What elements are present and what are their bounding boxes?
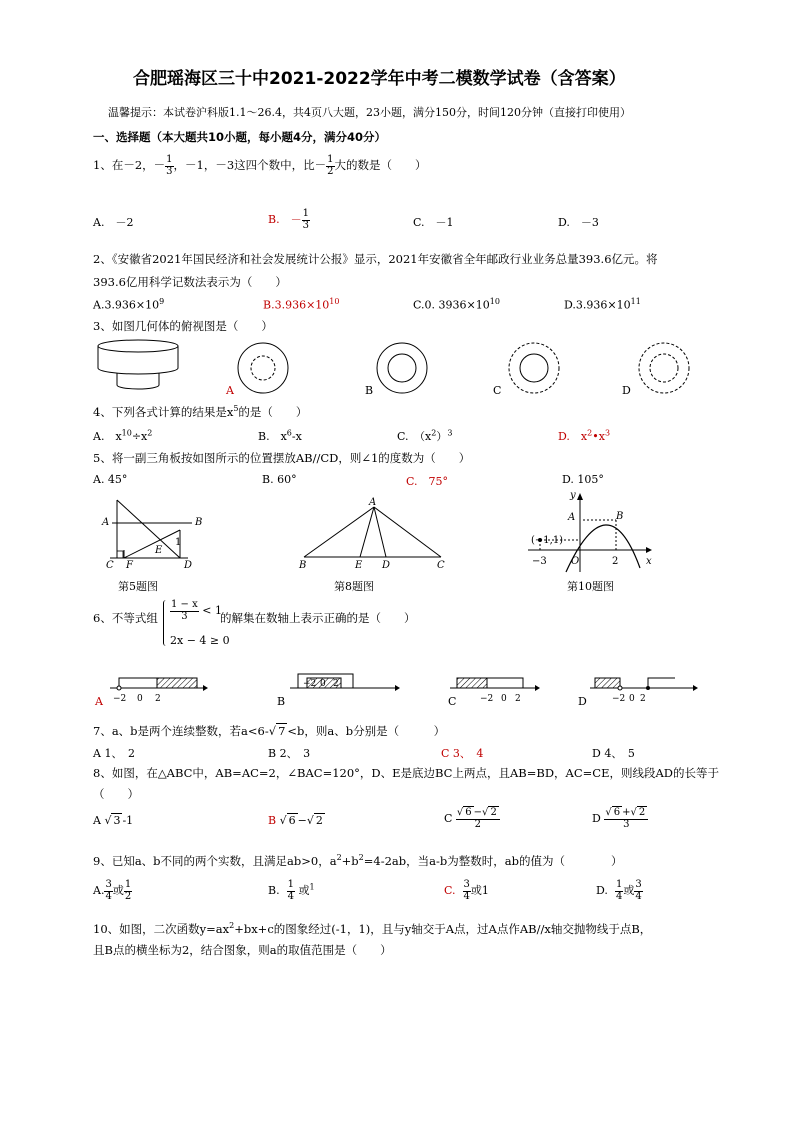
- q8-option-b: B √ 6 −√ 2: [268, 814, 323, 827]
- q8-option-a: A √ 3 -1: [93, 814, 134, 827]
- number-line-d: [590, 678, 698, 704]
- inequality-1: $\frac{1 - x}{3}$ < 1: [171, 599, 222, 622]
- q2-option-a: $A.3.936\times 10^9$: [93, 297, 165, 312]
- fig5-label-1: 1: [175, 537, 182, 548]
- q8-option-c: C $\frac{√ 6 -√ 2}{2}$: [444, 808, 500, 830]
- q1-option-d: D. －3: [558, 216, 599, 229]
- q8-option-d: D $\frac{√ 6 +√ 2}{3}$: [592, 808, 648, 830]
- q3-label-a: A: [226, 384, 234, 397]
- fig5-label-d: D: [184, 560, 193, 571]
- figure-10: [528, 490, 658, 575]
- q6-label-c: C: [448, 695, 457, 708]
- option-a-inner-circle: [251, 356, 275, 380]
- fig10-label-y: y: [570, 490, 576, 501]
- question-3: 3、如图几何体的俯视图是（ ）: [93, 319, 273, 333]
- fig5-label-b: B: [195, 517, 203, 528]
- q7-option-c: C 3、 4: [441, 747, 484, 760]
- q6-label-b: B: [277, 695, 286, 708]
- inequality-2: 2x − 4 ≥ 0: [170, 634, 230, 647]
- q5-option-d: D. 105°: [562, 473, 604, 486]
- q4-option-b: B. $x^6-x$: [258, 428, 302, 443]
- question-6-suffix: 的解集在数轴上表示正确的是（ ）: [220, 611, 416, 625]
- q3-label-d: D: [622, 384, 631, 397]
- fig10-point: (−1,1): [531, 535, 564, 546]
- fig8-label-b: B: [299, 560, 307, 571]
- svg-text:−2: −2: [303, 679, 317, 689]
- q6-label-a: A: [95, 695, 103, 708]
- svg-text:−2: −2: [612, 694, 626, 704]
- q4-option-a: A. $x^{10}\div x^2$: [93, 428, 153, 443]
- figure-8-caption: 第8题图: [334, 580, 374, 593]
- q7-option-b: B 2、 3: [268, 747, 311, 760]
- q2-option-c: C.0. $3936\times 10^{10}$: [413, 297, 500, 312]
- q3-figures: [95, 338, 695, 400]
- svg-text:2: 2: [155, 694, 161, 704]
- fig5-label-f: F: [126, 560, 133, 571]
- page-title: 合肥瑶海区三十中2021-2022学年中考二模数学试卷（含答案）: [133, 69, 626, 89]
- q5-option-a: A. 45°: [93, 473, 128, 486]
- fig5-label-e: E: [155, 545, 163, 556]
- q2-option-b: $B.3.936\times 10^{10}$: [263, 297, 340, 312]
- figure-10-caption: 第10题图: [567, 580, 614, 593]
- fig8-label-e: E: [355, 560, 363, 571]
- figure-5-caption: 第5题图: [118, 580, 158, 593]
- svg-text:0: 0: [629, 694, 635, 704]
- q1-option-a: A. －2: [93, 216, 134, 229]
- option-c-inner-circle: [520, 354, 548, 382]
- svg-text:0: 0: [320, 679, 326, 689]
- q4-option-d: D. $x^2•x^3$: [558, 428, 611, 443]
- question-7: 7、a、b是两个连续整数，若a<6-√ 7 <b，则a、b分别是（ ）: [93, 724, 446, 738]
- question-5: 5、将一副三角板按如图所示的位置摆放AB//CD，则∠1的度数为（ ）: [93, 451, 471, 465]
- q2-option-d: $D.3.936\times 10^{11}$: [564, 297, 641, 312]
- option-a-outer-circle: [238, 343, 288, 393]
- number-line-b: [290, 674, 400, 691]
- q9-option-c: C. $\frac{3}{4}$ 或1: [444, 879, 489, 902]
- q5-option-b: B. 60°: [262, 473, 297, 486]
- question-2-line1: 2、《安徽省2021年国民经济和社会发展统计公报》显示，2021年安徽省全年邮政行业业务总量393.6亿元。将: [93, 252, 658, 266]
- option-c-outer-circle: [509, 343, 559, 393]
- question-8-line1: 8、如图，在△ABC中，AB=AC=2，∠BAC=120°，D、E是底边BC上两点，且AB=BD，AC=CE，则线段AD的长等于: [93, 766, 719, 780]
- question-8-line2: （ ）: [93, 787, 139, 801]
- fig10-label-m3: −3: [532, 556, 547, 567]
- q5-option-c: C. 75°: [406, 475, 449, 488]
- q9-option-a: A. $\frac{3}{4}$ 或 $\frac{1}{2}$: [93, 879, 132, 902]
- q1-option-b: B. － $\frac{1}{3}$: [268, 208, 309, 231]
- figure-5: [100, 495, 210, 575]
- fig10-label-x: x: [646, 556, 652, 567]
- svg-text:2: 2: [515, 694, 521, 704]
- q7-option-d: D 4、 5: [592, 747, 635, 760]
- q7-option-a: A 1、 2: [93, 747, 135, 760]
- question-1: 1、在－2，－ $\frac{1}{3}$ ，－1，－3这四个数中，比－ $\frac{1}{2}$ 大的数是（ ）: [93, 154, 427, 177]
- q6-label-d: D: [578, 695, 587, 708]
- fig10-label-a: A: [568, 512, 576, 523]
- q6-number-lines: [95, 668, 715, 708]
- cylinder-solid: [98, 340, 178, 389]
- section-heading: 一、选择题（本大题共10小题，每小题4分，满分40分）: [93, 130, 387, 144]
- fig5-label-c: C: [106, 560, 114, 571]
- svg-text:2: 2: [640, 694, 646, 704]
- svg-text:2: 2: [333, 679, 339, 689]
- figure-8: [296, 495, 456, 575]
- q4-option-c: C. $(x^2)^3$: [397, 428, 453, 443]
- svg-text:0: 0: [501, 694, 507, 704]
- fig8-label-c: C: [437, 560, 445, 571]
- option-d-outer-circle: [639, 343, 689, 393]
- svg-text:0: 0: [137, 694, 143, 704]
- question-6-prefix: 6、不等式组: [93, 611, 158, 625]
- question-10-line2: 且B点的横坐标为2，结合图象，则a的取值范围是（ ）: [93, 943, 392, 957]
- system-brace: [163, 600, 166, 646]
- notice: 温馨提示：本试卷沪科版1.1～26.4，共4页八大题，23小题，满分150分，时间120分钟（直接打印使用）: [108, 106, 631, 119]
- q1-option-c: C. －1: [413, 216, 454, 229]
- svg-text:−2: −2: [113, 694, 127, 704]
- option-b-outer-circle: [377, 343, 427, 393]
- q9-option-d: D. $\frac{1}{4}$ 或 $\frac{3}{4}$: [596, 879, 642, 902]
- fig5-label-a: A: [102, 517, 110, 528]
- question-2-line2: 393.6亿用科学记数法表示为（ ）: [93, 275, 287, 289]
- number-line-c: [450, 678, 540, 704]
- number-line-a: [110, 678, 208, 704]
- fig10-label-b: B: [616, 511, 624, 522]
- option-d-inner-circle: [650, 354, 678, 382]
- fig10-label-o: O: [571, 556, 580, 567]
- q3-label-c: C: [493, 384, 502, 397]
- svg-text:−2: −2: [480, 694, 494, 704]
- fig10-label-2: 2: [612, 556, 619, 567]
- question-10-line1: 10、如图，二次函数$y=ax^2+bx+c$的图象经过(-1，1)，且与y轴交于A点，过A点作AB//x轴交抛物线于点B，: [93, 921, 652, 936]
- q3-label-b: B: [365, 384, 374, 397]
- question-9: 9、已知a、b不同的两个实数，且满足ab>0，$a^2+b^2=4-2ab$，当a-b为整数时，ab的值为（ ）: [93, 853, 623, 868]
- q9-option-b: B. $\frac{1}{4}$ 或$^1$: [268, 879, 315, 902]
- fig8-label-a: A: [369, 497, 377, 508]
- option-b-inner-circle: [388, 354, 416, 382]
- question-4: 4、下列各式计算的结果是$x^5$的是（ ）: [93, 404, 308, 419]
- fig8-label-d: D: [382, 560, 391, 571]
